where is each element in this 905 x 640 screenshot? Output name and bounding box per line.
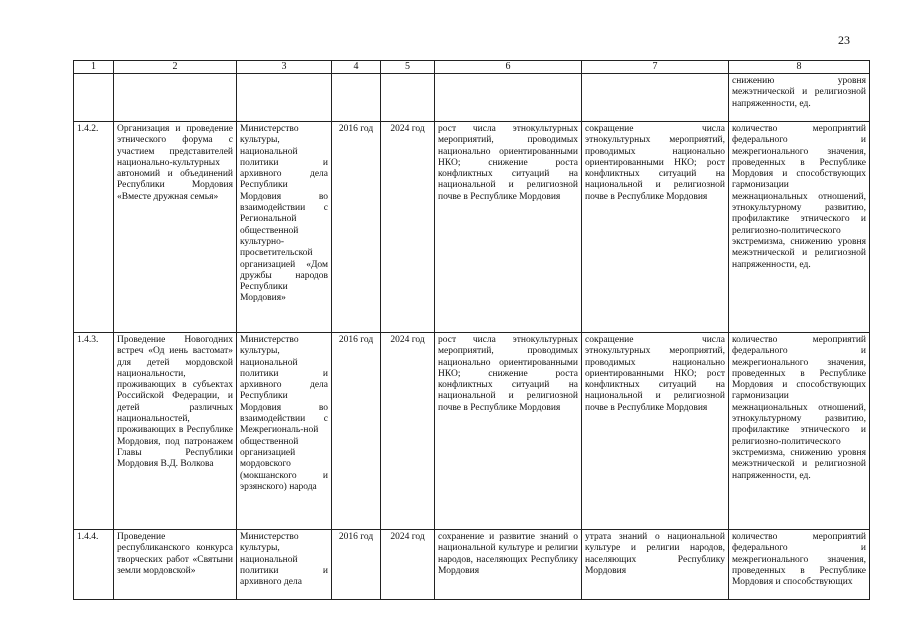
column-header: 6 [435, 61, 582, 74]
table-cell [582, 74, 729, 122]
table-cell [114, 74, 237, 122]
column-header: 3 [237, 61, 332, 74]
column-number-row [74, 61, 870, 74]
column-header: 2 [114, 61, 237, 74]
row-number: 1.4.2. [74, 122, 114, 333]
column-header: 1 [74, 61, 114, 74]
consequence-cell: сокращение числа этнокультурных мероприятий, проводимых национально ориентированными НКО; рост конфликтных ситуаций на национальной и религиозной почве в Республике Мордовия [582, 122, 729, 333]
table-cell [237, 74, 332, 122]
activity-cell: Проведение Новогодних встреч «Од иень вастомат» для детей мордовской национальности, проживающих в субъектах Российской Федерации, и детей различных национальностей, проживающих в Республике Мордовия, под патронажем Главы Республики Мордовия В.Д. Волкова [114, 333, 237, 530]
activity-cell: Организация и проведение этнического форума с участием представителей национально-культурных автономий и объединений Республики Мордовия «Вместе дружная семья» [114, 122, 237, 333]
table-cell [381, 74, 435, 122]
end-year-cell: 2024 год [381, 122, 435, 333]
executor-cell: Министерство культуры, национальной политики и архивного дела [237, 530, 332, 600]
continuation-row [74, 74, 870, 122]
start-year-cell: 2016 год [332, 122, 381, 333]
start-year-cell: 2016 год [332, 530, 381, 600]
column-header: 5 [381, 61, 435, 74]
column-header: 7 [582, 61, 729, 74]
column-header: 4 [332, 61, 381, 74]
executor-cell: Министерство культуры, национальной политики и архивного дела Республики Мордовия во взаимодействии с Региональной общественной культурно-просветительской организацией «Дом дружбы народов Республики Мордовия» [237, 122, 332, 333]
indicator-cell: количество мероприятий федерального и межрегионального значения, проведенных в Республике Мордовия и способствующих гармонизации межнациональных отношений, этнокультурному развитию, профилактике этнического и религиозно-политического экстремизма, снижению уровня межэтнической и религиозной напряженности, ед. [729, 122, 870, 333]
indicator-cell: снижению уровня межэтнической и религиозной напряженности, ед. [729, 74, 870, 122]
end-year-cell: 2024 год [381, 530, 435, 600]
table-row [74, 122, 870, 333]
row-number: 1.4.4. [74, 530, 114, 600]
table-cell [332, 74, 381, 122]
consequence-cell: сокращение числа этнокультурных мероприятий, проводимых национально ориентированными НКО; рост конфликтных ситуаций на национальной и религиозной почве в Республике Мордовия [582, 333, 729, 530]
column-header: 8 [729, 61, 870, 74]
indicator-cell: количество мероприятий федерального и межрегионального значения, проведенных в Республике Мордовия и способствующих гармонизации межнациональных отношений, этнокультурному развитию, профилактике этнического и религиозно-политического экстремизма, снижению уровня межэтнической и религиозной напряженности, ед. [729, 333, 870, 530]
row-number: 1.4.3. [74, 333, 114, 530]
page-number: 23 [838, 33, 850, 47]
consequence-cell: утрата знаний о национальной культуре и религии народов, населяющих Республику Мордовия [582, 530, 729, 600]
result-cell: рост числа этнокультурных мероприятий, проводимых национально ориентированными НКО; снижение роста конфликтных ситуаций на национальной и религиозной почве в Республике Мордовия [435, 333, 582, 530]
table-cell [435, 74, 582, 122]
executor-cell: Министерство культуры, национальной политики и архивного дела Республики Мордовия во взаимодействии с Межрегиональ-ной общественной организацией мордовского (мокшанского и эрзянского) народа [237, 333, 332, 530]
result-cell: сохранение и развитие знаний о национальной культуре и религии народов, населяющих Республику Мордовия [435, 530, 582, 600]
table-row [74, 530, 870, 600]
indicator-cell: количество мероприятий федерального и межрегионального значения, проведенных в Республике Мордовия и способствующих [729, 530, 870, 600]
start-year-cell: 2016 год [332, 333, 381, 530]
result-cell: рост числа этнокультурных мероприятий, проводимых национально ориентированными НКО; снижение роста конфликтных ситуаций на национальной и религиозной почве в Республике Мордовия [435, 122, 582, 333]
program-activities-table [73, 60, 870, 600]
table-row [74, 333, 870, 530]
table-cell [74, 74, 114, 122]
activity-cell: Проведение республиканского конкурса творческих работ «Святыни земли мордовской» [114, 530, 237, 600]
end-year-cell: 2024 год [381, 333, 435, 530]
